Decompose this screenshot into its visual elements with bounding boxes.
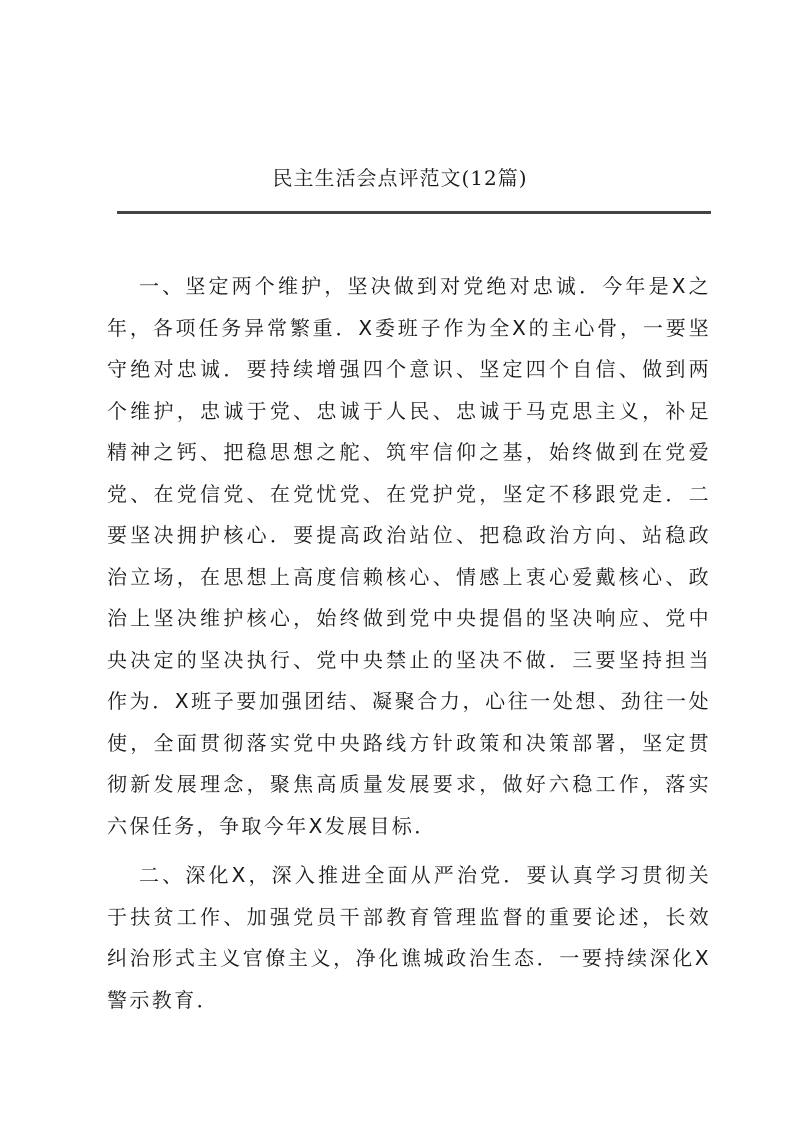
document-title: 民主生活会点评范文(12篇): [272, 166, 528, 190]
title-underline-divider: [117, 211, 711, 214]
paragraph-2: 二、深化X，深入推进全面从严治党．要认真学习贯彻关于扶贫工作、加强党员干部教育管理监督的重要论述，长效纠治形式主义官僚主义，净化谯城政治生态．一要持续深化X警示教育．: [107, 863, 711, 1012]
paragraph-1: 一、坚定两个维护，坚决做到对党绝对忠诚．今年是X之年，各项任务异常繁重．X委班子作为全X的主心骨，一要坚守绝对忠诚．要持续增强四个意识、坚定四个自信、做到两个维护，忠诚于党、忠诚于人民、忠诚于马克思主义，补足精神之钙、把稳思想之舵、筑牢信仰之基，始终做到在党爱党、在党信党、在党忧党、在党护党，坚定不移跟党走．二要坚决拥护核心．要提高政治站位、把稳政治方向、站稳政治立场，在思想上高度信赖核心、情感上衷心爱戴核心、政治上坚决维护核心，始终做到党中央提倡的坚决响应、党中央决定的坚决执行、党中央禁止的坚决不做．三要坚持担当作为．X班子要加强团结、凝聚合力，心往一处想、劲往一处使，全面贯彻落实党中央路线方针政策和决策部署，坚定贯彻新发展理念，聚焦高质量发展要求，做好六稳工作，落实六保任务，争取今年X发展目标．: [107, 274, 711, 838]
